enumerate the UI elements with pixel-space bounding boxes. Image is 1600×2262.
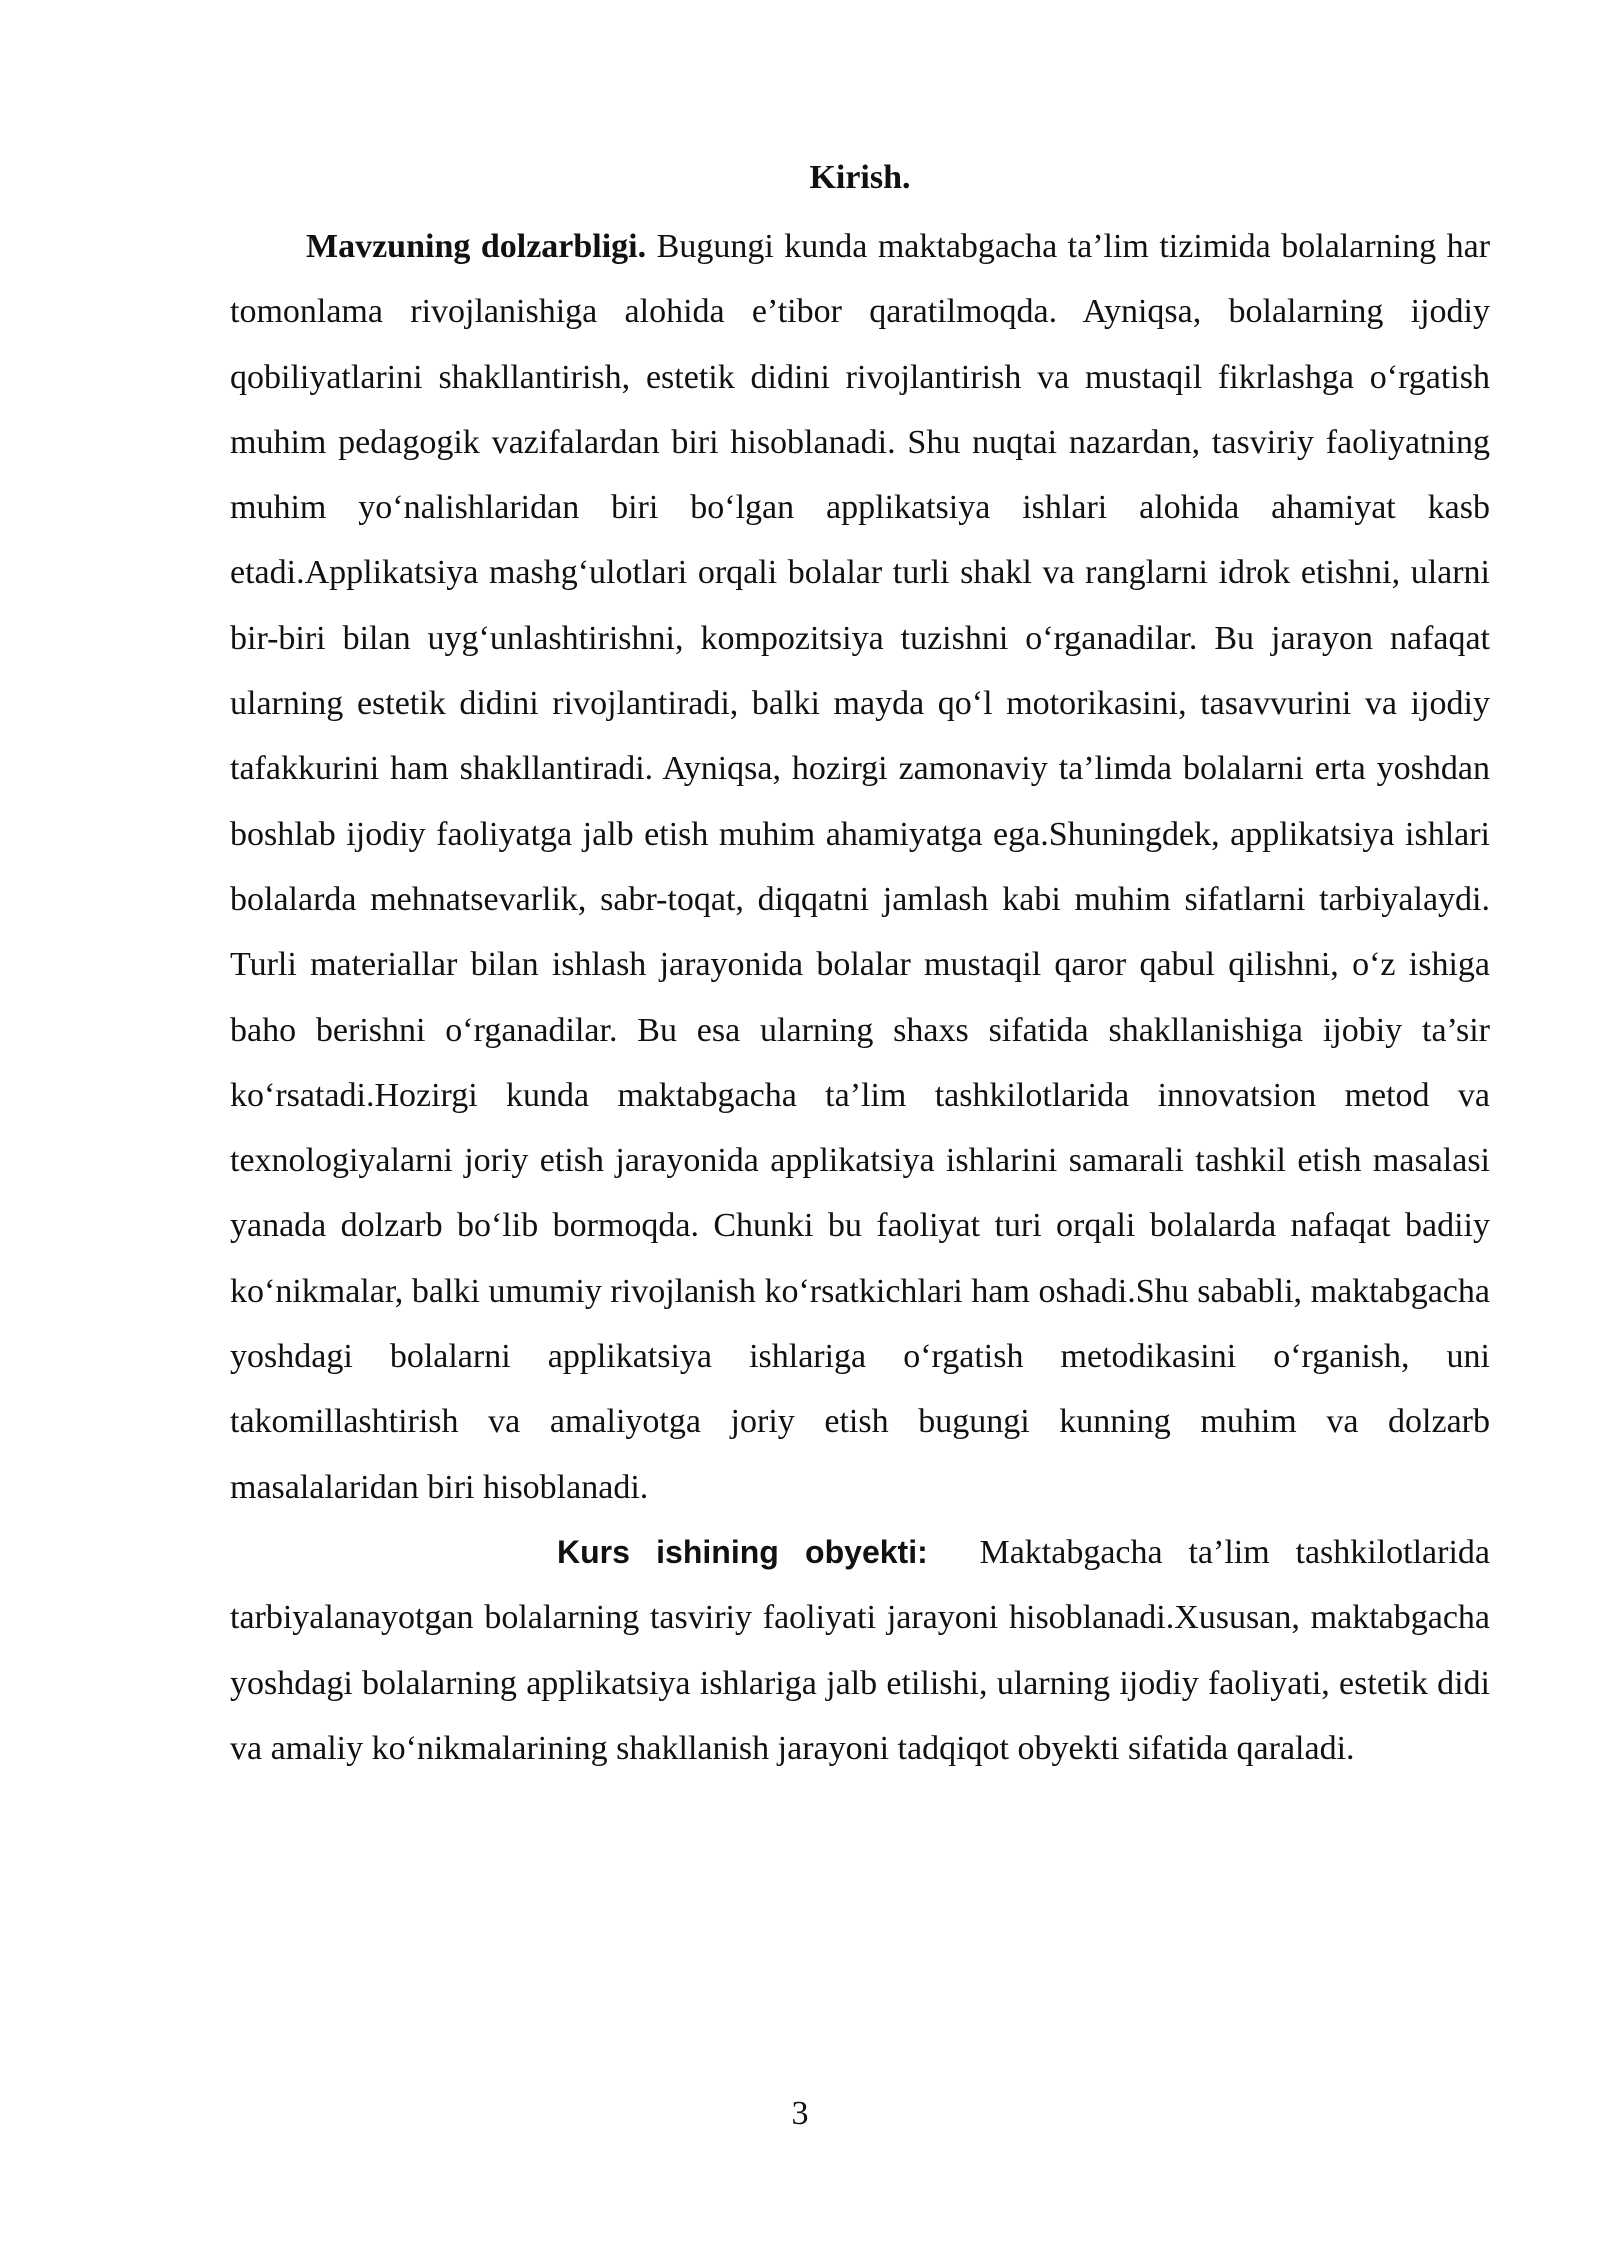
page-number: 3 — [791, 2095, 809, 2132]
page-content — [230, 148, 1490, 1781]
relevance-lead: Mavzuning dolzarbligi. — [306, 228, 647, 265]
object-lead: Kurs ishining obyekti: — [557, 1533, 928, 1570]
object-text: Maktabgacha ta’lim tashkilotlarida tarbiyalanayotgan bolalarning tasviriy faoliyati jarayoni hisoblanadi.Xususan, maktabgacha yoshdagi bolalarning applikatsiya ishlariga jalb etilishi, ularning ijodiy faoliyati, estetik didi va amaliy ko‘nikmalarining shakllanish jarayoni tadqiqot obyekti sifatida qaraladi. — [230, 1533, 1491, 1767]
section-heading: Kirish. — [809, 159, 911, 196]
object-paragraph — [230, 1520, 1490, 1781]
relevance-paragraph — [230, 214, 1490, 1520]
relevance-text: Bugungi kunda maktabgacha ta’lim tizimida bolalarning har tomonlama rivojlanishiga alohida e’tibor qaratilmoqda. Ayniqsa, bolalarning ijodiy qobiliyatlarini shakllantirish, estetik didini rivojlantirish va mustaqil fikrlashga o‘rgatish muhim pedagogik vazifalardan biri hisoblanadi. Shu nuqtai nazardan, tasviriy faoliyatning muhim yo‘nalishlaridan biri bo‘lgan applikatsiya ishlari alohida ahamiyat kasb etadi.Applikatsiya mashg‘ulotlari orqali bolalar turli shakl va ranglarni idrok etishni, ularni bir-biri bilan uyg‘unlashtirishni, kompozitsiya tuzishni o‘rganadilar. Bu jarayon nafaqat ularning estetik didini rivojlantiradi, balki mayda qo‘l motorikasini, tasavvurini va ijodiy tafakkurini ham shakllantiradi. Ayniqsa, hozirgi zamonaviy ta’limda bolalarni erta yoshdan boshlab ijodiy faoliyatga jalb etish muhim ahamiyatga ega.Shuningdek, applikatsiya ishlari bolalarda mehnatsevarlik, sabr-toqat, diqqatni jamlash kabi muhim sifatlarni tarbiyalaydi. Turli materiallar bilan ishlash jarayonida bolalar mustaqil qaror qabul qilishni, o‘z ishiga baho berishni o‘rganadilar. Bu esa ularning shaxs sifatida shakllanishiga ijobiy ta’sir ko‘rsatadi.Hozirgi kunda maktabgacha ta’lim tashkilotlarida innovatsion metod va texnologiyalarni joriy etish jarayonida applikatsiya ishlarini samarali tashkil etish masalasi yanada dolzarb bo‘lib bormoqda. Chunki bu faoliyat turi orqali bolalarda nafaqat badiiy ko‘nikmalar, balki umumiy rivojlanish ko‘rsatkichlari ham oshadi.Shu sababli, maktabgacha yoshdagi bolalarni applikatsiya ishlariga o‘rgatish metodikasini o‘rganish, uni takomillashtirish va amaliyotga joriy etish bugungi kunning muhim va dolzarb masalalaridan biri hisoblanadi. — [230, 228, 1491, 1506]
